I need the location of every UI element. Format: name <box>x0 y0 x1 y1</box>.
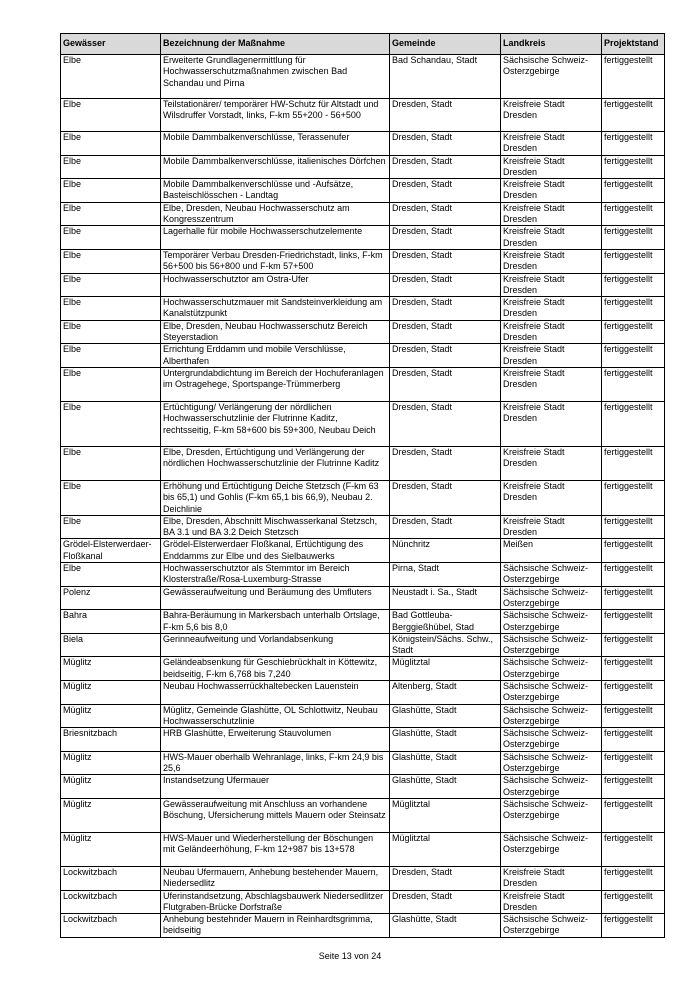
cell-bezeichnung: Temporärer Verbau Dresden-Friedrichstadt, links, F-km 56+500 bis 56+800 und F-km 57+500 <box>161 249 390 273</box>
table-row <box>61 99 665 132</box>
cell-gemeinde: Dresden, Stadt <box>390 515 501 539</box>
cell-projektstand: fertiggestellt <box>602 704 665 728</box>
cell-projektstand: fertiggestellt <box>602 586 665 610</box>
cell-bezeichnung: Erhöhung und Ertüchtigung Deiche Stetzsch (F-km 63 bis 65,1) und Gohlis (F-km 65,1 bis 66,9), Neubau 2. Deichlinie <box>161 480 390 515</box>
table-row <box>61 55 665 99</box>
cell-bezeichnung: Neubau Hochwasserrückhaltebecken Lauenstein <box>161 680 390 704</box>
table-row <box>61 798 665 832</box>
cell-gewaesser: Elbe <box>61 446 161 480</box>
cell-gewaesser: Lockwitzbach <box>61 914 161 938</box>
table-row <box>61 480 665 515</box>
cell-bezeichnung: Anhebung bestehnder Mauern in Reinhardtsgrimma, beidseitig <box>161 914 390 938</box>
cell-landkreis: Kreisfreie Stadt Dresden <box>501 515 602 539</box>
cell-gemeinde: Dresden, Stadt <box>390 480 501 515</box>
cell-gewaesser: Elbe <box>61 320 161 344</box>
table-row <box>61 586 665 610</box>
cell-gewaesser: Müglitz <box>61 775 161 799</box>
cell-gemeinde: Neustadt i. Sa., Stadt <box>390 586 501 610</box>
cell-landkreis: Sächsische Schweiz-Osterzgebirge <box>501 704 602 728</box>
cell-projektstand: fertiggestellt <box>602 55 665 99</box>
cell-gemeinde: Dresden, Stadt <box>390 297 501 321</box>
cell-projektstand: fertiggestellt <box>602 401 665 446</box>
cell-gemeinde: Dresden, Stadt <box>390 320 501 344</box>
cell-projektstand: fertiggestellt <box>602 866 665 890</box>
cell-projektstand: fertiggestellt <box>602 99 665 132</box>
table-row <box>61 657 665 681</box>
cell-landkreis: Sächsische Schweiz-Osterzgebirge <box>501 832 602 866</box>
cell-landkreis: Kreisfreie Stadt Dresden <box>501 99 602 132</box>
cell-gewaesser: Elbe <box>61 226 161 250</box>
cell-landkreis: Sächsische Schweiz-Osterzgebirge <box>501 586 602 610</box>
cell-bezeichnung: Hochwasserschutztor am Ostra-Ufer <box>161 273 390 297</box>
cell-landkreis: Sächsische Schweiz-Osterzgebirge <box>501 55 602 99</box>
cell-projektstand: fertiggestellt <box>602 751 665 775</box>
table-row <box>61 367 665 401</box>
cell-landkreis: Sächsische Schweiz-Osterzgebirge <box>501 563 602 587</box>
cell-gewaesser: Grödel-Elsterwerdaer-Floßkanal <box>61 539 161 563</box>
cell-gewaesser: Elbe <box>61 480 161 515</box>
cell-landkreis: Kreisfreie Stadt Dresden <box>501 401 602 446</box>
cell-gewaesser: Bahra <box>61 610 161 634</box>
cell-bezeichnung: Hochwasserschutzmauer mit Sandsteinverkleidung am Kanalstützpunkt <box>161 297 390 321</box>
table-row <box>61 249 665 273</box>
cell-landkreis: Kreisfreie Stadt Dresden <box>501 344 602 368</box>
cell-gewaesser: Lockwitzbach <box>61 866 161 890</box>
cell-bezeichnung: HRB Glashütte, Erweiterung Stauvolumen <box>161 728 390 752</box>
cell-projektstand: fertiggestellt <box>602 179 665 203</box>
cell-landkreis: Kreisfreie Stadt Dresden <box>501 179 602 203</box>
cell-projektstand: fertiggestellt <box>602 273 665 297</box>
cell-gewaesser: Elbe <box>61 401 161 446</box>
cell-landkreis: Kreisfreie Stadt Dresden <box>501 226 602 250</box>
cell-bezeichnung: Elbe, Dresden, Neubau Hochwasserschutz am Kongresszentrum <box>161 202 390 226</box>
cell-gewaesser: Polenz <box>61 586 161 610</box>
cell-gewaesser: Lockwitzbach <box>61 890 161 914</box>
header-projektstand: Projektstand <box>602 34 665 55</box>
table-row <box>61 610 665 634</box>
cell-landkreis: Kreisfreie Stadt Dresden <box>501 249 602 273</box>
cell-gemeinde: Dresden, Stadt <box>390 202 501 226</box>
cell-landkreis: Sächsische Schweiz-Osterzgebirge <box>501 657 602 681</box>
cell-landkreis: Kreisfreie Stadt Dresden <box>501 367 602 401</box>
cell-projektstand: fertiggestellt <box>602 155 665 179</box>
cell-gemeinde: Müglitztal <box>390 657 501 681</box>
cell-gemeinde: Bad Schandau, Stadt <box>390 55 501 99</box>
cell-bezeichnung: Neubau Ufermauern, Anhebung bestehender Mauern, Niedersedlitz <box>161 866 390 890</box>
cell-gemeinde: Dresden, Stadt <box>390 367 501 401</box>
cell-landkreis: Kreisfreie Stadt Dresden <box>501 273 602 297</box>
table-row <box>61 539 665 563</box>
cell-landkreis: Kreisfreie Stadt Dresden <box>501 132 602 156</box>
header-bezeichnung: Bezeichnung der Maßnahme <box>161 34 390 55</box>
table-row <box>61 775 665 799</box>
cell-projektstand: fertiggestellt <box>602 657 665 681</box>
cell-bezeichnung: Geländeabsenkung für Geschiebrückhalt in Köttewitz, beidseitig, F-km 6,768 bis 7,240 <box>161 657 390 681</box>
cell-projektstand: fertiggestellt <box>602 539 665 563</box>
cell-gewaesser: Elbe <box>61 515 161 539</box>
cell-gewaesser: Elbe <box>61 55 161 99</box>
cell-bezeichnung: Untergrundabdichtung im Bereich der Hochuferanlagen im Ostragehege, Sportspange-Trümmerberg <box>161 367 390 401</box>
cell-gewaesser: Elbe <box>61 367 161 401</box>
table-row <box>61 728 665 752</box>
cell-projektstand: fertiggestellt <box>602 202 665 226</box>
cell-projektstand: fertiggestellt <box>602 798 665 832</box>
cell-bezeichnung: Bahra-Beräumung in Markersbach unterhalb Ortslage, F-km 5,6 bis 8,0 <box>161 610 390 634</box>
table-row <box>61 866 665 890</box>
cell-landkreis: Kreisfreie Stadt Dresden <box>501 890 602 914</box>
cell-gemeinde: Glashütte, Stadt <box>390 704 501 728</box>
table-body <box>61 55 665 938</box>
cell-landkreis: Sächsische Schweiz-Osterzgebirge <box>501 680 602 704</box>
cell-bezeichnung: Mobile Dammbalkenverschlüsse, italienisches Dörfchen <box>161 155 390 179</box>
cell-gewaesser: Elbe <box>61 297 161 321</box>
cell-gemeinde: Dresden, Stadt <box>390 179 501 203</box>
table-header-row <box>61 34 665 55</box>
table-row <box>61 751 665 775</box>
table-row <box>61 320 665 344</box>
cell-gemeinde: Bad Gottleuba-Berggießhübel, Stad <box>390 610 501 634</box>
cell-gewaesser: Elbe <box>61 202 161 226</box>
table-row <box>61 446 665 480</box>
cell-landkreis: Kreisfreie Stadt Dresden <box>501 155 602 179</box>
cell-gemeinde: Glashütte, Stadt <box>390 728 501 752</box>
cell-bezeichnung: Teilstationärer/ temporärer HW-Schutz für Altstadt und Wilsdruffer Vorstadt, links, F-km 55+200 - 56+500 <box>161 99 390 132</box>
cell-bezeichnung: Müglitz, Gemeinde Glashütte, OL Schlottwitz, Neubau Hochwasserschutzlinie <box>161 704 390 728</box>
cell-bezeichnung: Elbe, Dresden, Ertüchtigung und Verlängerung der nördlichen Hochwasserschutzlinie der Flutrinne Kaditz <box>161 446 390 480</box>
table-row <box>61 832 665 866</box>
table-row <box>61 890 665 914</box>
table-row <box>61 226 665 250</box>
cell-projektstand: fertiggestellt <box>602 832 665 866</box>
cell-projektstand: fertiggestellt <box>602 775 665 799</box>
cell-gewaesser: Elbe <box>61 249 161 273</box>
cell-projektstand: fertiggestellt <box>602 320 665 344</box>
cell-gemeinde: Dresden, Stadt <box>390 890 501 914</box>
cell-gemeinde: Glashütte, Stadt <box>390 751 501 775</box>
cell-landkreis: Sächsische Schweiz-Osterzgebirge <box>501 914 602 938</box>
header-landkreis: Landkreis <box>501 34 602 55</box>
cell-gewaesser: Elbe <box>61 132 161 156</box>
cell-gemeinde: Dresden, Stadt <box>390 249 501 273</box>
table-row <box>61 704 665 728</box>
cell-gemeinde: Altenberg, Stadt <box>390 680 501 704</box>
cell-gewaesser: Müglitz <box>61 751 161 775</box>
cell-gemeinde: Müglitztal <box>390 798 501 832</box>
table-row <box>61 155 665 179</box>
cell-bezeichnung: Mobile Dammbalkenverschlüsse, Terassenufer <box>161 132 390 156</box>
cell-gemeinde: Dresden, Stadt <box>390 155 501 179</box>
cell-gewaesser: Müglitz <box>61 680 161 704</box>
table-row <box>61 179 665 203</box>
cell-gewaesser: Müglitz <box>61 704 161 728</box>
cell-bezeichnung: Gewässeraufweitung und Beräumung des Umfluters <box>161 586 390 610</box>
cell-gemeinde: Dresden, Stadt <box>390 401 501 446</box>
cell-bezeichnung: Lagerhalle für mobile Hochwasserschutzelemente <box>161 226 390 250</box>
cell-gewaesser: Elbe <box>61 563 161 587</box>
cell-gemeinde: Königstein/Sächs. Schw., Stadt <box>390 633 501 657</box>
cell-bezeichnung: Uferinstandsetzung, Abschlagsbauwerk Niedersedlitzer Flutgraben-Brücke Dorfstraße <box>161 890 390 914</box>
cell-landkreis: Kreisfreie Stadt Dresden <box>501 320 602 344</box>
cell-gewaesser: Müglitz <box>61 657 161 681</box>
table-row <box>61 515 665 539</box>
cell-landkreis: Sächsische Schweiz-Osterzgebirge <box>501 751 602 775</box>
cell-projektstand: fertiggestellt <box>602 480 665 515</box>
table-row <box>61 273 665 297</box>
cell-gemeinde: Dresden, Stadt <box>390 226 501 250</box>
cell-bezeichnung: Hochwasserschutztor als Stemmtor im Bereich Klosterstraße/Rosa-Luxemburg-Strasse <box>161 563 390 587</box>
cell-gemeinde: Glashütte, Stadt <box>390 775 501 799</box>
cell-projektstand: fertiggestellt <box>602 728 665 752</box>
table-row <box>61 563 665 587</box>
cell-gewaesser: Briesnitzbach <box>61 728 161 752</box>
table-row <box>61 344 665 368</box>
cell-gewaesser: Müglitz <box>61 798 161 832</box>
cell-gemeinde: Dresden, Stadt <box>390 99 501 132</box>
table-row <box>61 132 665 156</box>
cell-bezeichnung: HWS-Mauer oberhalb Wehranlage, links, F-km 24,9 bis 25,6 <box>161 751 390 775</box>
cell-gemeinde: Dresden, Stadt <box>390 273 501 297</box>
cell-projektstand: fertiggestellt <box>602 610 665 634</box>
table-row <box>61 202 665 226</box>
cell-bezeichnung: HWS-Mauer und Wiederherstellung der Böschungen mit Geländeerhöhung, F-km 12+987 bis 13+578 <box>161 832 390 866</box>
cell-gewaesser: Elbe <box>61 179 161 203</box>
cell-bezeichnung: Errichtung Erddamm und mobile Verschlüsse, Alberthafen <box>161 344 390 368</box>
cell-gemeinde: Dresden, Stadt <box>390 344 501 368</box>
cell-projektstand: fertiggestellt <box>602 226 665 250</box>
cell-projektstand: fertiggestellt <box>602 680 665 704</box>
cell-landkreis: Kreisfreie Stadt Dresden <box>501 866 602 890</box>
cell-landkreis: Kreisfreie Stadt Dresden <box>501 446 602 480</box>
cell-gewaesser: Elbe <box>61 99 161 132</box>
cell-landkreis: Sächsische Schweiz-Osterzgebirge <box>501 610 602 634</box>
cell-projektstand: fertiggestellt <box>602 914 665 938</box>
cell-bezeichnung: Elbe, Dresden, Abschnitt Mischwasserkanal Stetzsch, BA 3.1 und BA 3.2 Deich Stetzsch <box>161 515 390 539</box>
cell-landkreis: Sächsische Schweiz-Osterzgebirge <box>501 633 602 657</box>
cell-landkreis: Meißen <box>501 539 602 563</box>
cell-landkreis: Sächsische Schweiz-Osterzgebirge <box>501 728 602 752</box>
cell-projektstand: fertiggestellt <box>602 515 665 539</box>
cell-bezeichnung: Mobile Dammbalkenverschlüsse und -Aufsätze, Basteischlösschen - Landtag <box>161 179 390 203</box>
cell-gewaesser: Biela <box>61 633 161 657</box>
cell-landkreis: Kreisfreie Stadt Dresden <box>501 202 602 226</box>
cell-gewaesser: Müglitz <box>61 832 161 866</box>
table-row <box>61 401 665 446</box>
measures-table-container <box>60 33 664 938</box>
header-gewaesser: Gewässer <box>61 34 161 55</box>
cell-projektstand: fertiggestellt <box>602 563 665 587</box>
cell-projektstand: fertiggestellt <box>602 297 665 321</box>
cell-gemeinde: Dresden, Stadt <box>390 866 501 890</box>
cell-projektstand: fertiggestellt <box>602 344 665 368</box>
cell-bezeichnung: Instandsetzung Ufermauer <box>161 775 390 799</box>
cell-bezeichnung: Gerinneaufweitung und Vorlandabsenkung <box>161 633 390 657</box>
cell-gemeinde: Pirna, Stadt <box>390 563 501 587</box>
cell-projektstand: fertiggestellt <box>602 132 665 156</box>
cell-gemeinde: Dresden, Stadt <box>390 446 501 480</box>
cell-landkreis: Kreisfreie Stadt Dresden <box>501 480 602 515</box>
cell-landkreis: Kreisfreie Stadt Dresden <box>501 297 602 321</box>
cell-gewaesser: Elbe <box>61 344 161 368</box>
cell-gewaesser: Elbe <box>61 273 161 297</box>
table-row <box>61 633 665 657</box>
measures-table <box>60 33 665 938</box>
cell-gewaesser: Elbe <box>61 155 161 179</box>
page-footer: Seite 13 von 24 <box>318 951 382 961</box>
table-row <box>61 680 665 704</box>
cell-gemeinde: Müglitztal <box>390 832 501 866</box>
cell-bezeichnung: Erweiterte Grundlagenermittlung für Hochwasserschutzmaßnahmen zwischen Bad Schandau und Pirna <box>161 55 390 99</box>
table-row <box>61 297 665 321</box>
cell-projektstand: fertiggestellt <box>602 633 665 657</box>
cell-projektstand: fertiggestellt <box>602 890 665 914</box>
header-gemeinde: Gemeinde <box>390 34 501 55</box>
table-row <box>61 914 665 938</box>
cell-bezeichnung: Gewässeraufweitung mit Anschluss an vorhandene Böschung, Ufersicherung mittels Mauern oder Steinsatz <box>161 798 390 832</box>
cell-landkreis: Sächsische Schweiz-Osterzgebirge <box>501 798 602 832</box>
cell-projektstand: fertiggestellt <box>602 446 665 480</box>
cell-gemeinde: Nünchritz <box>390 539 501 563</box>
cell-landkreis: Sächsische Schweiz-Osterzgebirge <box>501 775 602 799</box>
cell-bezeichnung: Elbe, Dresden, Neubau Hochwasserschutz Bereich Steyerstadion <box>161 320 390 344</box>
cell-gemeinde: Glashütte, Stadt <box>390 914 501 938</box>
cell-projektstand: fertiggestellt <box>602 249 665 273</box>
cell-gemeinde: Dresden, Stadt <box>390 132 501 156</box>
cell-bezeichnung: Ertüchtigung/ Verlängerung der nördlichen Hochwasserschutzlinie der Flutrinne Kaditz, rechtsseitig, F-km 58+600 bis 59+300, Neubau Deich <box>161 401 390 446</box>
cell-bezeichnung: Grödel-Elsterwerdaer Floßkanal, Ertüchtigung des Enddamms zur Elbe und des Sielbauwerks <box>161 539 390 563</box>
cell-projektstand: fertiggestellt <box>602 367 665 401</box>
